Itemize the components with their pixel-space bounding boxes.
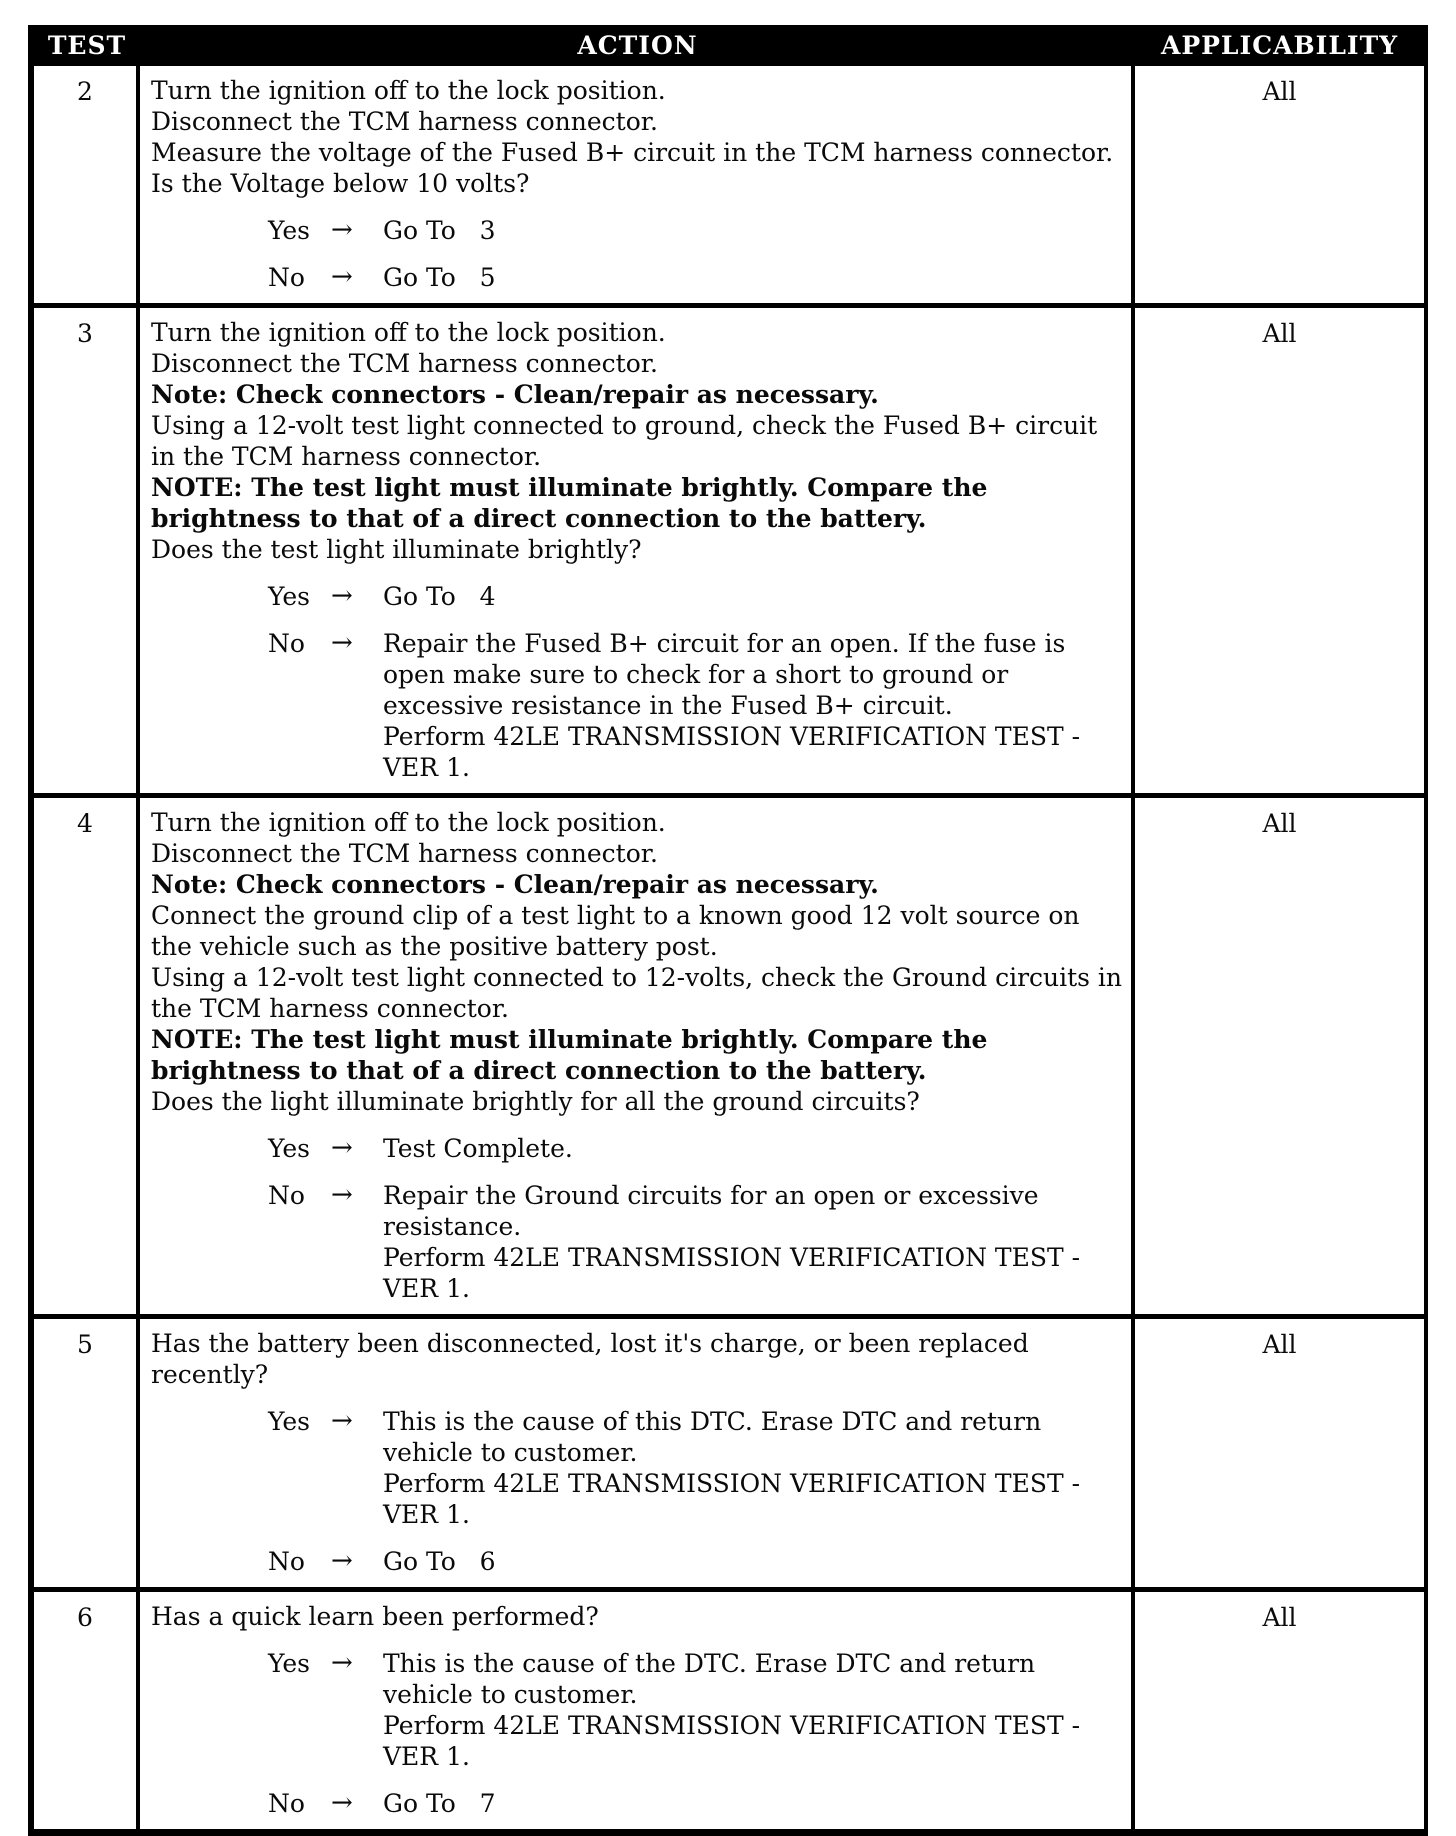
answer-yes xyxy=(151,581,1123,612)
column-header-test: TEST xyxy=(47,31,127,60)
answer-result-line: Go To 3 xyxy=(383,216,496,245)
arrow-icon: → xyxy=(331,1546,353,1576)
answer-result-line: Perform 42LE TRANSMISSION VERIFICATION TEST - VER 1. xyxy=(383,1243,1081,1303)
answer-result-line: Go To 5 xyxy=(383,263,496,292)
arrow-icon: → xyxy=(331,628,353,658)
answer-label: No xyxy=(268,263,305,292)
action-text: Turn the ignition off to the lock position. xyxy=(151,808,666,837)
action-note: NOTE: The test light must illuminate brightly. Compare the brightness to that of a direct connection to the battery. xyxy=(151,1025,988,1085)
arrow-icon: → xyxy=(331,1788,353,1818)
action-cell xyxy=(140,308,1135,793)
action-text: Disconnect the TCM harness connector. xyxy=(151,839,658,868)
answer-no xyxy=(151,1546,1123,1577)
answer-result xyxy=(383,1546,1123,1577)
action-text: Disconnect the TCM harness connector. xyxy=(151,349,658,378)
table-row-test-2 xyxy=(34,66,1424,308)
answer-no xyxy=(151,262,1123,293)
applicability-value: All xyxy=(1262,809,1297,838)
answer-label: Yes xyxy=(268,216,310,245)
answer-result-line: Go To 4 xyxy=(383,582,496,611)
test-number: 4 xyxy=(34,798,140,1314)
answer-result-line: Perform 42LE TRANSMISSION VERIFICATION TEST - VER 1. xyxy=(383,1469,1081,1529)
arrow-icon: → xyxy=(331,581,353,611)
answer-result xyxy=(383,215,1123,246)
action-text: Turn the ignition off to the lock position. xyxy=(151,318,666,347)
answer-no xyxy=(151,1788,1123,1819)
action-question: Does the test light illuminate brightly? xyxy=(151,535,642,564)
test-number: 5 xyxy=(34,1319,140,1587)
action-cell xyxy=(140,1319,1135,1587)
answer-label: Yes xyxy=(268,1134,310,1163)
answer-result-line: Perform 42LE TRANSMISSION VERIFICATION TEST - VER 1. xyxy=(383,1711,1081,1771)
applicability-value: All xyxy=(1262,77,1297,106)
action-question: Has the battery been disconnected, lost it's charge, or been replaced recently? xyxy=(151,1329,1029,1389)
test-number: 2 xyxy=(34,66,140,303)
column-header-applicability: APPLICABILITY xyxy=(1160,31,1399,60)
answer-label: No xyxy=(268,629,305,658)
answer-result-line: Go To 7 xyxy=(383,1789,496,1818)
action-text: Connect the ground clip of a test light to a known good 12 volt source on the vehicle such as the positive battery post. xyxy=(151,901,1080,961)
answer-result-line: Repair the Fused B+ circuit for an open. If the fuse is open make sure to check for a short to ground or excessive resistance in the Fused B+ circuit. xyxy=(383,629,1066,720)
arrow-icon: → xyxy=(331,1648,353,1678)
arrow-icon: → xyxy=(331,1406,353,1436)
answer-yes xyxy=(151,1648,1123,1772)
action-note: NOTE: The test light must illuminate brightly. Compare the brightness to that of a direct connection to the battery. xyxy=(151,473,988,533)
answer-no xyxy=(151,1180,1123,1304)
test-number: 3 xyxy=(34,308,140,793)
answer-result-line: Repair the Ground circuits for an open or excessive resistance. xyxy=(383,1181,1039,1241)
answer-no xyxy=(151,628,1123,783)
answer-result-line: Go To 6 xyxy=(383,1547,496,1576)
applicability-value: All xyxy=(1262,319,1297,348)
action-cell xyxy=(140,1592,1135,1829)
answer-label: Yes xyxy=(268,1649,310,1678)
arrow-icon: → xyxy=(331,1133,353,1163)
answer-label: No xyxy=(268,1181,305,1210)
arrow-icon: → xyxy=(331,215,353,245)
action-text: Turn the ignition off to the lock position. xyxy=(151,76,666,105)
table-row-test-3 xyxy=(34,308,1424,798)
answer-result xyxy=(383,262,1123,293)
applicability-value: All xyxy=(1262,1330,1297,1359)
table-row-test-5 xyxy=(34,1319,1424,1592)
answer-result xyxy=(383,1133,1123,1164)
answer-label: Yes xyxy=(268,582,310,611)
answer-result-line: Test Complete. xyxy=(383,1134,573,1163)
answer-result-line: This is the cause of the DTC. Erase DTC and return vehicle to customer. xyxy=(383,1649,1036,1709)
answer-label: Yes xyxy=(268,1407,310,1436)
action-text: Measure the voltage of the Fused B+ circuit in the TCM harness connector. xyxy=(151,138,1114,167)
applicability-value: All xyxy=(1262,1603,1297,1632)
action-text: Disconnect the TCM harness connector. xyxy=(151,107,658,136)
action-question: Does the light illuminate brightly for all the ground circuits? xyxy=(151,1087,920,1116)
action-question: Is the Voltage below 10 volts? xyxy=(151,169,530,198)
column-header-action: ACTION xyxy=(577,31,698,60)
table-row-test-6 xyxy=(34,1592,1424,1829)
action-text: Using a 12-volt test light connected to ground, check the Fused B+ circuit in the TCM harness connector. xyxy=(151,411,1098,471)
answer-result-line: Perform 42LE TRANSMISSION VERIFICATION TEST - VER 1. xyxy=(383,722,1081,782)
table-row-test-4 xyxy=(34,798,1424,1319)
answer-result xyxy=(383,581,1123,612)
answer-result xyxy=(383,1788,1123,1819)
action-note: Note: Check connectors - Clean/repair as necessary. xyxy=(151,380,879,409)
table-header-row xyxy=(34,25,1424,66)
answer-label: No xyxy=(268,1547,305,1576)
action-text: Using a 12-volt test light connected to 12-volts, check the Ground circuits in the TCM harness connector. xyxy=(151,963,1123,1023)
answer-label: No xyxy=(268,1789,305,1818)
action-cell xyxy=(140,798,1135,1314)
answer-result xyxy=(383,1180,1123,1304)
action-question: Has a quick learn been performed? xyxy=(151,1602,599,1631)
action-note: Note: Check connectors - Clean/repair as necessary. xyxy=(151,870,879,899)
test-number: 6 xyxy=(34,1592,140,1829)
answer-yes xyxy=(151,1406,1123,1530)
answer-result-line: This is the cause of this DTC. Erase DTC and return vehicle to customer. xyxy=(383,1407,1042,1467)
action-cell xyxy=(140,66,1135,303)
answer-yes xyxy=(151,1133,1123,1164)
answer-result xyxy=(383,1648,1123,1772)
answer-yes xyxy=(151,215,1123,246)
answer-result xyxy=(383,628,1123,783)
answer-result xyxy=(383,1406,1123,1530)
diagnostic-test-table xyxy=(28,25,1428,1836)
arrow-icon: → xyxy=(331,1180,353,1210)
arrow-icon: → xyxy=(331,262,353,292)
